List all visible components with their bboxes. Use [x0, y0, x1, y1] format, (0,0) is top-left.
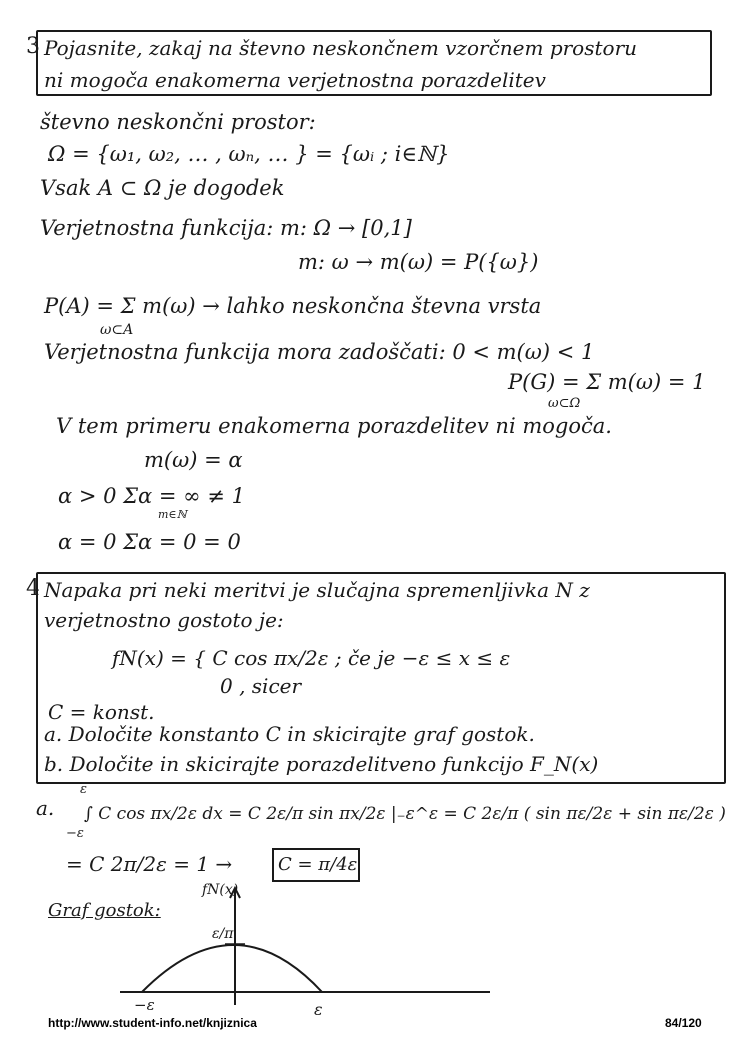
q3-line: m(ω) = α — [144, 448, 243, 472]
graph-x-pos-label: ε — [314, 1000, 323, 1019]
q3-line: P(A) = Σ m(ω) → lahko neskončna števna vrsta — [44, 294, 542, 318]
q3-line: ω⊂A — [100, 322, 134, 338]
footer-source-link[interactable]: http://www.student-info.net/knjiznica — [48, 1016, 257, 1030]
integral-line: ∫ C cos πx/2ε dx = C 2ε/π sin πx/2ε |₋ε^ε = C 2ε/π ( sin πε/2ε + sin πε/2ε ) — [84, 804, 726, 824]
density-formula-bottom: 0 , sicer — [220, 674, 302, 698]
density-graph — [120, 880, 520, 1010]
result-line: = C 2π/2ε = 1 → — [66, 852, 233, 876]
constant-note: C = konst. — [48, 700, 155, 724]
part-a-task: a. Določite konstanto C in skicirajte graf gostok. — [44, 722, 535, 746]
q3-line: m: ω → m(ω) = P({ω}) — [298, 250, 539, 274]
q3-line: Ω = {ω₁, ω₂, … , ωₙ, … } = {ωᵢ ; i∈ℕ} — [48, 142, 450, 166]
answer-value: C = π/4ε — [278, 854, 358, 875]
integral-lower-limit: −ε — [66, 826, 84, 841]
graph-x-neg-label: −ε — [134, 996, 155, 1014]
density-formula-top: fN(x) = { C cos πx/2ε ; če je −ε ≤ x ≤ ε — [112, 646, 511, 670]
q3-line: števno neskončni prostor: — [40, 110, 316, 134]
question-3-title-line1: Pojasnite, zakaj na števno neskončnem vzorčnem prostoru — [44, 36, 638, 60]
q3-line: Verjetnostna funkcija: m: Ω → [0,1] — [40, 216, 412, 240]
question-3-title-line2: ni mogoča enakomerna verjetnostna porazdelitev — [44, 68, 546, 92]
question-4-number: 4 — [26, 576, 40, 601]
graph-label: Graf gostok: — [48, 900, 161, 921]
q3-line: Verjetnostna funkcija mora zadoščati: 0 < m(ω) < 1 — [44, 340, 595, 364]
q3-line: P(G) = Σ m(ω) = 1 — [508, 370, 706, 394]
question-4-line1: Napaka pri neki meritvi je slučajna spremenljivka N z — [44, 578, 590, 602]
integral-upper-limit: ε — [80, 782, 87, 797]
question-4-line2: verjetnostno gostoto je: — [44, 608, 284, 632]
solution-a-label: a. — [36, 796, 55, 820]
graph-peak-label: ε/π — [212, 926, 234, 942]
q3-line: α = 0 Σα = 0 = 0 — [58, 530, 241, 554]
q3-line: V tem primeru enakomerna porazdelitev ni mogoča. — [56, 414, 612, 438]
part-b-task: b. Določite in skicirajte porazdelitveno funkcijo F_N(x) — [44, 752, 599, 776]
footer-page-number: 84/120 — [665, 1016, 702, 1030]
question-3-number: 3 — [26, 34, 40, 59]
q3-line: Vsak A ⊂ Ω je dogodek — [40, 176, 285, 200]
density-curve — [142, 945, 322, 992]
graph-axis-label: fN(x) — [202, 882, 239, 898]
q3-line: ω⊂Ω — [548, 396, 581, 411]
q3-line: m∈ℕ — [158, 508, 187, 521]
q3-line: α > 0 Σα = ∞ ≠ 1 — [58, 484, 245, 508]
